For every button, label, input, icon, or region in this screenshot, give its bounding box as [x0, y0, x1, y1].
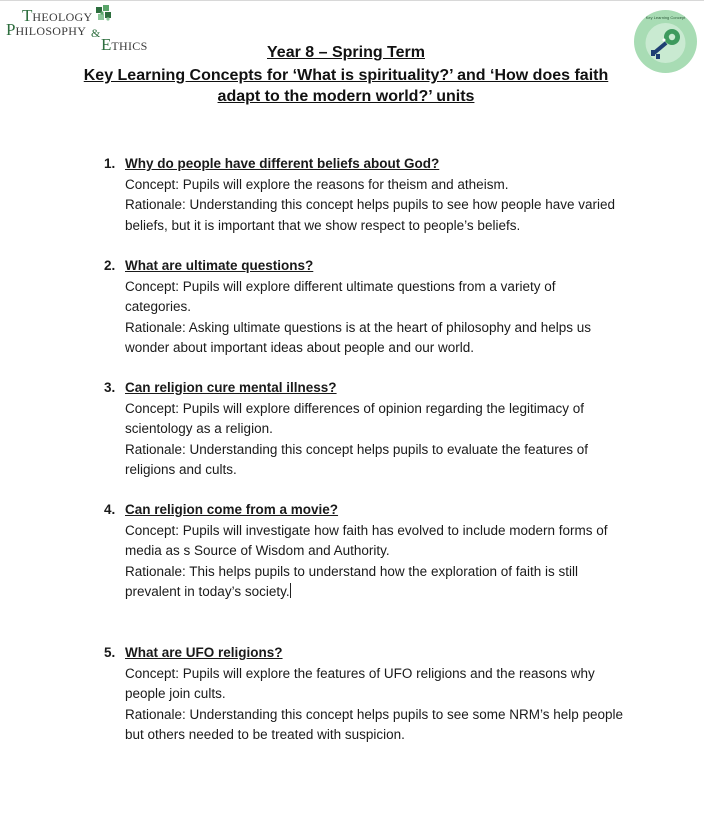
page-title: Year 8 – Spring Term — [267, 44, 425, 61]
puzzle-icon — [94, 4, 112, 26]
logo-ethics: ETHICS — [101, 35, 148, 54]
item-number: 4. — [104, 502, 116, 517]
item-concept: Concept: Pupils will explore different ultimate questions from a variety of categories. — [125, 278, 556, 314]
badge-text: Key Learning Concept — [645, 15, 686, 20]
item-heading: What are UFO religions? — [125, 645, 283, 660]
top-rule — [0, 0, 704, 1]
item-concept: Concept: Pupils will explore the reasons for theism and atheism. — [125, 176, 509, 192]
key-learning-concept-badge — [634, 10, 697, 73]
list-item-2 — [104, 256, 624, 359]
logo-philosophy: PHILOSOPHY — [6, 20, 87, 39]
item-concept: Concept: Pupils will investigate how faith has evolved to include modern forms of media as s Source of Wisdom and Authority. — [125, 522, 608, 558]
item-number: 5. — [104, 645, 116, 660]
list-item-3 — [104, 378, 624, 481]
item-rationale: Rationale: Asking ultimate questions is at the heart of philosophy and helps us wonder about important ideas about people and our world. — [125, 319, 592, 355]
text-cursor — [290, 583, 291, 598]
item-heading: Can religion come from a movie? — [125, 502, 339, 517]
item-number: 2. — [104, 258, 116, 273]
item-heading: Can religion cure mental illness? — [125, 380, 337, 395]
item-rationale: Rationale: Understanding this concept helps pupils to see some NRM’s help people but others needed to be treated with suspicion. — [125, 706, 624, 742]
item-heading: Why do people have different beliefs about God? — [125, 156, 440, 171]
item-rationale: Rationale: Understanding this concept helps pupils to see how people have varied beliefs, but it is important that we show respect to people’s beliefs. — [125, 197, 616, 233]
logo-theology: THEOLOGY — [22, 6, 93, 25]
list-item-1 — [104, 154, 624, 236]
page-subtitle: Key Learning Concepts for ‘What is spirituality?’ and ‘How does faith adapt to the modern world?’ units — [83, 67, 609, 105]
list-item-5 — [104, 643, 624, 746]
item-number: 1. — [104, 156, 116, 171]
logo-ampersand: & — [91, 26, 101, 40]
list-item-4 — [104, 500, 624, 603]
item-rationale — [125, 562, 624, 603]
item-rationale-text: Rationale: This helps pupils to understand how the exploration of faith is still prevalent in today’s society. — [125, 563, 579, 599]
item-number: 3. — [104, 380, 116, 395]
item-concept: Concept: Pupils will explore the features of UFO religions and the reasons why people join cults. — [125, 665, 595, 701]
item-rationale: Rationale: Understanding this concept helps pupils to evaluate the features of religions and cults. — [125, 441, 589, 477]
item-concept: Concept: Pupils will explore differences of opinion regarding the legitimacy of scientology as a religion. — [125, 400, 585, 436]
item-heading: What are ultimate questions? — [125, 258, 314, 273]
